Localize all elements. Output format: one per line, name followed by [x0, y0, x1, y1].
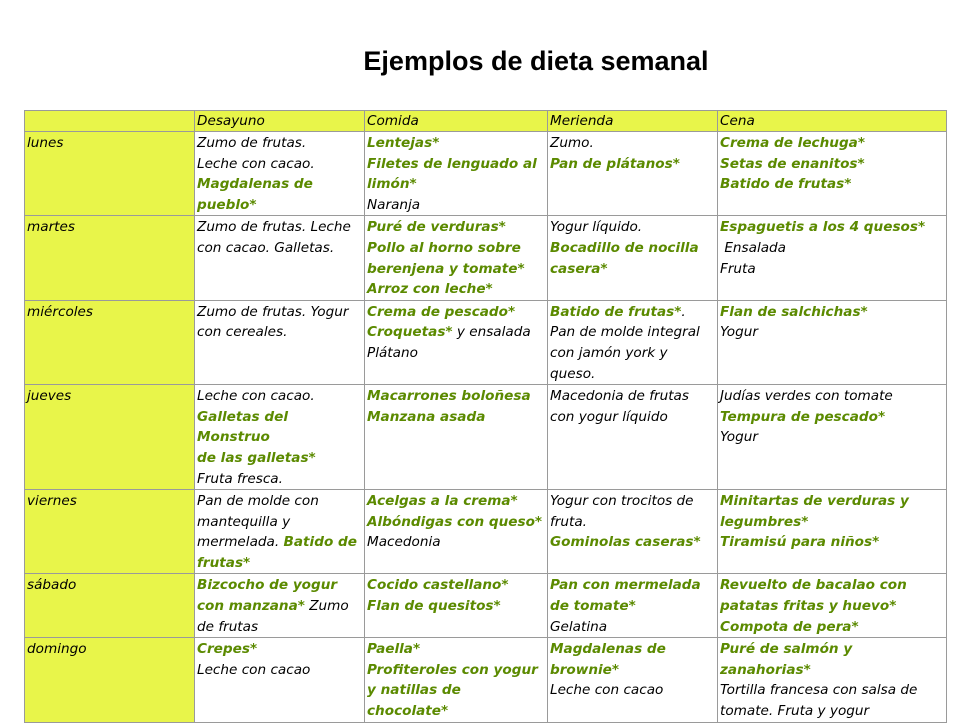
meal-line: [720, 427, 944, 448]
meal-cell-desayuno: [195, 132, 365, 216]
meal-line: [367, 322, 545, 343]
food-text: Tortilla francesa con salsa de: [720, 682, 918, 699]
recipe-text: de tomate*: [550, 598, 636, 615]
recipe-text: Croquetas*: [367, 324, 453, 341]
food-text: Ensalada: [720, 239, 787, 256]
recipe-text: Compota de pera*: [720, 618, 859, 635]
meal-line: [720, 238, 944, 259]
meal-line: [550, 617, 715, 638]
meal-cell-merienda: [548, 490, 718, 574]
meal-line: [550, 407, 715, 428]
recipe-text: Magdalenas de: [197, 176, 313, 193]
day-cell: domingo: [25, 638, 195, 722]
table-row: [25, 574, 947, 638]
food-text: Gelatina: [550, 618, 608, 635]
header-merienda: Merienda: [548, 111, 718, 132]
meal-cell-cena: [718, 300, 947, 384]
meal-cell-desayuno: [195, 574, 365, 638]
meal-line: [550, 386, 715, 407]
meal-line: [550, 259, 715, 280]
food-text: mantequilla y: [197, 513, 291, 530]
meal-cell-cena: [718, 490, 947, 574]
table-row: [25, 490, 947, 574]
meal-line: [720, 639, 944, 680]
food-text: Leche con cacao.: [197, 388, 315, 405]
food-text: con cacao. Galletas.: [197, 239, 335, 256]
meal-cell-cena: [718, 132, 947, 216]
day-cell: miércoles: [25, 300, 195, 384]
meal-cell-comida: [365, 385, 548, 490]
meal-line: [550, 217, 715, 238]
food-text: fruta.: [550, 513, 587, 530]
meal-line: [720, 174, 944, 195]
food-text: Zumo: [304, 598, 349, 615]
recipe-text: Setas de enanitos*: [720, 155, 865, 172]
recipe-text: Flan de salchichas*: [720, 303, 868, 320]
meal-line: [197, 469, 362, 490]
food-text: Leche con cacao.: [197, 155, 315, 172]
recipe-text: Gominolas caseras*: [550, 534, 701, 551]
recipe-text: patatas fritas y huevo*: [720, 598, 897, 615]
recipe-text: Filetes de lenguado al: [367, 155, 537, 172]
meal-cell-desayuno: [195, 638, 365, 722]
food-text: Pan de molde con: [197, 493, 319, 510]
recipe-text: Acelgas a la crema*: [367, 493, 518, 510]
meal-line: [720, 407, 944, 428]
meal-cell-cena: [718, 574, 947, 638]
meal-line: [367, 195, 545, 216]
meal-line: [367, 596, 545, 617]
food-text: con jamón york y: [550, 344, 668, 361]
day-cell: martes: [25, 216, 195, 300]
weekly-diet-table: [24, 110, 947, 723]
recipe-text: Flan de quesitos*: [367, 598, 501, 615]
food-text: Zumo de frutas.: [197, 135, 307, 151]
recipe-text: de las galletas*: [197, 449, 316, 466]
recipe-text: Crepes*: [197, 641, 258, 658]
recipe-text: y natillas de chocolate*: [367, 682, 466, 720]
meal-line: [197, 491, 362, 512]
meal-line: [550, 133, 715, 154]
meal-line: [550, 154, 715, 175]
food-text: Leche con cacao: [197, 661, 311, 678]
meal-line: [550, 639, 715, 660]
food-text: Naranja: [367, 196, 421, 213]
meal-line: [550, 660, 715, 681]
meal-cell-desayuno: [195, 490, 365, 574]
recipe-text: Magdalenas de: [550, 641, 666, 658]
page-title: Ejemplos de dieta semanal: [363, 46, 709, 76]
meal-line: [720, 133, 944, 154]
meal-line: [720, 217, 944, 238]
food-text: Yogur: [720, 429, 758, 446]
food-text: con cereales.: [197, 324, 288, 341]
table-row: [25, 132, 947, 216]
recipe-text: Puré de salmón y zanahorias*: [720, 641, 857, 678]
meal-line: [550, 532, 715, 553]
recipe-text: brownie*: [550, 661, 619, 678]
food-text: Pan de molde integral: [550, 324, 700, 341]
recipe-text: Galletas del Monstruo: [197, 408, 293, 446]
recipe-text: Paella*: [367, 641, 421, 658]
meal-cell-merienda: [548, 574, 718, 638]
food-text: Yogur con trocitos de: [550, 493, 694, 510]
meal-line: [720, 491, 944, 512]
food-text: de frutas: [197, 618, 259, 635]
meal-line: [367, 259, 545, 280]
meal-line: [720, 322, 944, 343]
meal-line: [367, 512, 545, 533]
meal-line: [197, 617, 362, 638]
meal-line: [550, 575, 715, 596]
meal-cell-comida: [365, 638, 548, 722]
meal-line: [720, 386, 944, 407]
meal-line: [197, 532, 362, 553]
recipe-text: Espaguetis a los 4 quesos*: [720, 219, 926, 236]
meal-cell-cena: [718, 385, 947, 490]
meal-cell-merienda: [548, 638, 718, 722]
meal-line: [367, 639, 545, 660]
recipe-text: berenjena y tomate*: [367, 260, 525, 277]
food-text: mermelada.: [197, 534, 284, 551]
meal-line: [720, 701, 944, 722]
meal-line: [197, 448, 362, 469]
meal-line: [720, 680, 944, 701]
meal-line: [197, 154, 362, 175]
meal-line: [720, 532, 944, 553]
recipe-text: frutas*: [197, 554, 251, 571]
meal-line: [367, 386, 545, 407]
meal-line: [367, 343, 545, 364]
food-text: Yogur líquido.: [550, 219, 643, 236]
meal-line: [197, 238, 362, 259]
recipe-text: Macarrones boloñesa: [367, 388, 531, 405]
meal-line: [197, 133, 362, 154]
food-text: Fruta: [720, 260, 756, 277]
food-text: Zumo de frutas. Leche: [197, 219, 351, 236]
table-row: [25, 385, 947, 490]
recipe-text: Revuelto de bacalao con: [720, 577, 907, 594]
meal-line: [197, 639, 362, 660]
meal-line: [720, 596, 944, 617]
meal-line: [720, 575, 944, 596]
recipe-text: Arroz con leche*: [367, 281, 493, 298]
recipe-text: Crema de pescado*: [367, 303, 516, 320]
day-cell: jueves: [25, 385, 195, 490]
meal-cell-cena: [718, 638, 947, 722]
meal-line: [550, 491, 715, 512]
meal-line: [550, 596, 715, 617]
recipe-text: Lentejas*: [367, 135, 440, 151]
table-row: [25, 300, 947, 384]
meal-line: [550, 512, 715, 533]
meal-cell-desayuno: [195, 216, 365, 300]
header-desayuno: Desayuno: [195, 111, 365, 132]
meal-line: [720, 302, 944, 323]
meal-cell-comida: [365, 300, 548, 384]
food-text: y ensalada: [452, 324, 531, 341]
recipe-text: pueblo*: [197, 196, 257, 213]
food-text: Yogur: [720, 324, 758, 341]
meal-line: [367, 575, 545, 596]
table-header-row: [25, 111, 947, 132]
meal-line: [720, 617, 944, 638]
meal-line: [367, 407, 545, 428]
header-corner-cell: [25, 111, 195, 132]
meal-line: [367, 238, 545, 259]
food-text: tomate. Fruta y yogur: [720, 703, 870, 720]
recipe-text: Tiramisú para niños*: [720, 534, 880, 551]
food-text: Zumo.: [550, 135, 594, 151]
header-comida: Comida: [365, 111, 548, 132]
recipe-text: Pollo al horno sobre: [367, 239, 521, 256]
meal-line: [197, 660, 362, 681]
food-text: Leche con cacao: [550, 682, 664, 699]
meal-line: [720, 259, 944, 280]
meal-line: [367, 660, 545, 681]
recipe-text: casera*: [550, 260, 608, 277]
meal-line: [197, 386, 362, 407]
meal-line: [197, 407, 362, 448]
meal-line: [367, 491, 545, 512]
food-text: .: [681, 303, 686, 320]
meal-line: [367, 154, 545, 175]
meal-line: [197, 553, 362, 574]
food-text: con yogur líquido: [550, 408, 668, 425]
meal-cell-merienda: [548, 385, 718, 490]
recipe-text: Cocido castellano*: [367, 577, 509, 594]
weekly-diet-table-body: [25, 111, 947, 723]
recipe-text: limón*: [367, 176, 417, 193]
meal-line: [367, 680, 545, 721]
meal-line: [197, 302, 362, 323]
recipe-text: Batido de: [283, 534, 357, 551]
meal-line: [367, 133, 545, 154]
meal-line: [367, 279, 545, 300]
meal-line: [367, 532, 545, 553]
day-cell: lunes: [25, 132, 195, 216]
meal-cell-comida: [365, 132, 548, 216]
meal-line: [197, 174, 362, 195]
meal-line: [197, 322, 362, 343]
table-row: [25, 216, 947, 300]
meal-line: [720, 512, 944, 533]
food-text: Fruta fresca.: [197, 470, 283, 487]
recipe-text: Pan de plátanos*: [550, 155, 680, 172]
recipe-text: Pan con mermelada: [550, 577, 701, 594]
meal-line: [197, 596, 362, 617]
meal-cell-comida: [365, 574, 548, 638]
meal-line: [720, 154, 944, 175]
meal-line: [367, 217, 545, 238]
food-text: Judías verdes con tomate: [720, 388, 893, 405]
meal-line: [550, 343, 715, 364]
recipe-text: Minitartas de verduras y: [720, 493, 909, 510]
meal-line: [367, 302, 545, 323]
food-text: queso.: [550, 365, 596, 382]
food-text: Macedonia de frutas: [550, 388, 689, 405]
meal-line: [550, 680, 715, 701]
recipe-text: Crema de lechuga*: [720, 135, 865, 151]
recipe-text: Manzana asada: [367, 408, 486, 425]
recipe-text: Batido de frutas*: [550, 303, 682, 320]
recipe-text: Profiteroles con yogur: [367, 661, 538, 678]
table-row: [25, 638, 947, 722]
meal-line: [550, 322, 715, 343]
food-text: Macedonia: [367, 534, 441, 551]
meal-line: [197, 195, 362, 216]
meal-cell-desayuno: [195, 385, 365, 490]
recipe-text: Batido de frutas*: [720, 176, 852, 193]
meal-line: [550, 238, 715, 259]
meal-cell-comida: [365, 490, 548, 574]
meal-line: [197, 217, 362, 238]
recipe-text: Puré de verduras*: [367, 219, 506, 236]
meal-cell-merienda: [548, 132, 718, 216]
meal-line: [367, 174, 545, 195]
day-cell: viernes: [25, 490, 195, 574]
recipe-text: legumbres*: [720, 513, 809, 530]
meal-line: [197, 512, 362, 533]
meal-cell-cena: [718, 216, 947, 300]
meal-cell-merienda: [548, 216, 718, 300]
recipe-text: con manzana*: [197, 598, 305, 615]
recipe-text: Bocadillo de nocilla: [550, 239, 699, 256]
meal-line: [550, 302, 715, 323]
meal-line: [550, 364, 715, 385]
day-cell: sábado: [25, 574, 195, 638]
header-cena: Cena: [718, 111, 947, 132]
meal-cell-merienda: [548, 300, 718, 384]
recipe-text: Albóndigas con queso*: [367, 513, 543, 530]
recipe-text: Bizcocho de yogur: [197, 577, 338, 594]
food-text: Plátano: [367, 344, 418, 361]
meal-cell-desayuno: [195, 300, 365, 384]
food-text: Zumo de frutas. Yogur: [197, 303, 349, 320]
recipe-text: Tempura de pescado*: [720, 408, 886, 425]
meal-cell-comida: [365, 216, 548, 300]
meal-line: [197, 575, 362, 596]
